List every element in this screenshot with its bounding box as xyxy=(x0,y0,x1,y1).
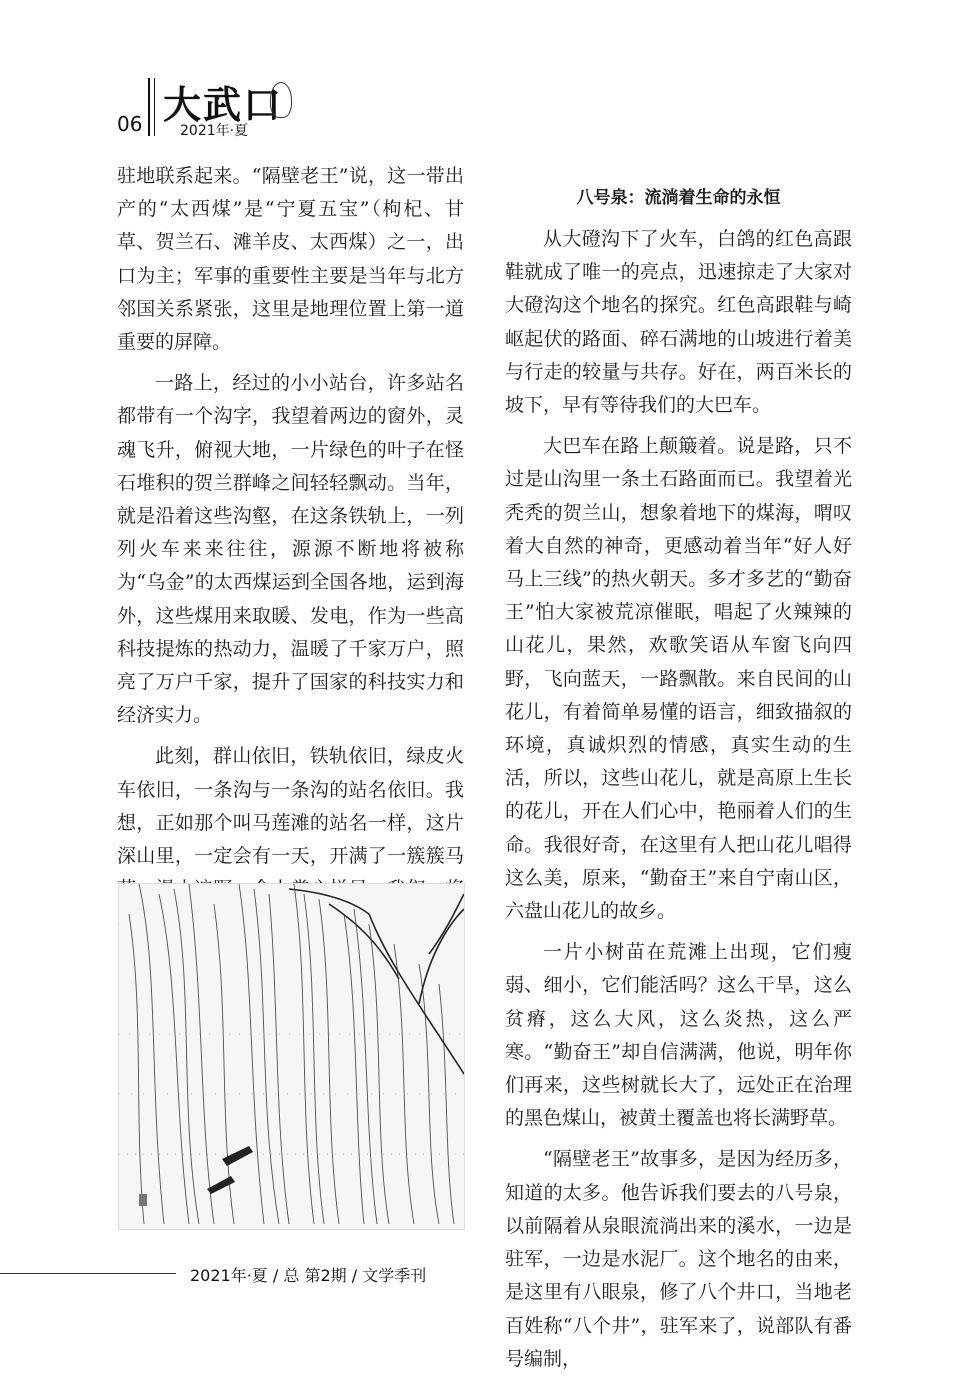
paragraph: 大巴车在路上颠簸着。说是路，只不过是山沟里一条土石路面而已。我望着光秃秃的贺兰山，想象着地下的煤海，喟叹着大自然的神奇，更感动着当年“好人好马上三线”的热火朝天。多才多艺的“勤奋王”怕大家被荒凉催眠，唱起了火辣辣的山花儿，果然，欢歌笑语从车窗飞向四野，飞向蓝天，一路飘散。来自民间的山花儿，有着简单易懂的语言，细致描叙的环境，真诚炽烈的情感，真实生动的生活，所以，这些山花儿，就是高原上生长的花儿，开在人们心中，艳丽着人们的生命。我很好奇，在这里有人把山花儿唱得这么美，原来，“勤奋王”来自宁南山区，六盘山花儿的故乡。 xyxy=(505,435,852,923)
footer-issue-info: 2021年·夏 / 总 第2期 / 文学季刊 xyxy=(190,1266,427,1285)
paragraph: 从大磴沟下了火车，白鸽的红色高跟鞋就成了唯一的亮点，迅速掠走了大家对大磴沟这个地名的探究。红色高跟鞋与崎岖起伏的路面、碎石满地的山坡进行着美与行走的较量与共存。好在，两百米长的坡下，早有等待我们的大巴车。 xyxy=(505,228,852,417)
right-column xyxy=(505,223,852,1384)
paragraph: 一路上，经过的小小站台，许多站名都带有一个沟字，我望着两边的窗外，灵魂飞升，俯视大地，一片绿色的叶子在怪石堆积的贺兰群峰之间轻轻飘动。当年，就是沿着这些沟壑，在这条铁轨上，一列列火车来来往往，源源不断地将被称为“乌金”的太西煤运到全国各地，运到海外，这些煤用来取暖、发电，作为一些高科技提炼的热动力，温暖了千家万户，照亮了万户千家，提升了国家的科技实力和经济实力。 xyxy=(117,372,464,727)
willow-ink-painting xyxy=(118,883,465,1230)
paragraph: 一片小树苗在荒滩上出现，它们瘦弱、细小，它们能活吗？这么干旱，这么贫瘠，这么大风，这么炎热，这么严寒。“勤奋王”却自信满满，他说，明年你们再来，这些树就长大了，远处正在治理的黑色煤山，被黄土覆盖也将长满野草。 xyxy=(505,941,852,1130)
willow-painting-svg xyxy=(119,884,464,1229)
header-divider xyxy=(148,78,150,136)
paragraph: “隔壁老王”故事多，是因为经历多，知道的太多。他告诉我们要去的八号泉，以前隔着从泉眼流淌出来的溪水，一边是驻军，一边是水泥厂。这个地名的由来，是这里有八眼泉，修了八个井口，当地老百姓称“八个井”，驻军来了，说部队有番号编制， xyxy=(505,1148,852,1370)
section-heading: 八号泉：流淌着生命的永恒 xyxy=(576,188,781,208)
left-column xyxy=(117,160,464,981)
footer-rule xyxy=(0,1273,176,1274)
page-number: 06 xyxy=(117,112,143,136)
masthead-title: 大武口 xyxy=(163,82,284,127)
masthead-seal-icon xyxy=(270,82,292,118)
paragraph: 此刻，群山依旧，铁轨依旧，绿皮火车依旧，一条沟与一条沟的站名依旧。我想，正如那个叫马莲滩的站名一样，这片深山里，一定会有一天，开满了一簇簇马 xyxy=(117,745,464,868)
paragraph: 驻地联系起来。“隔壁老王”说，这一带出产的“太西煤”是“宁夏五宝”（枸杞、甘草、贺兰石、滩羊皮、太西煤）之一，出口为主；军事的重要性主要是当年与北方邻国关系紧张，这里是地理位置上第一道重要的屏障。 xyxy=(117,165,464,354)
header-divider-thin xyxy=(154,78,155,136)
masthead-issue: 2021年·夏 xyxy=(180,123,249,139)
